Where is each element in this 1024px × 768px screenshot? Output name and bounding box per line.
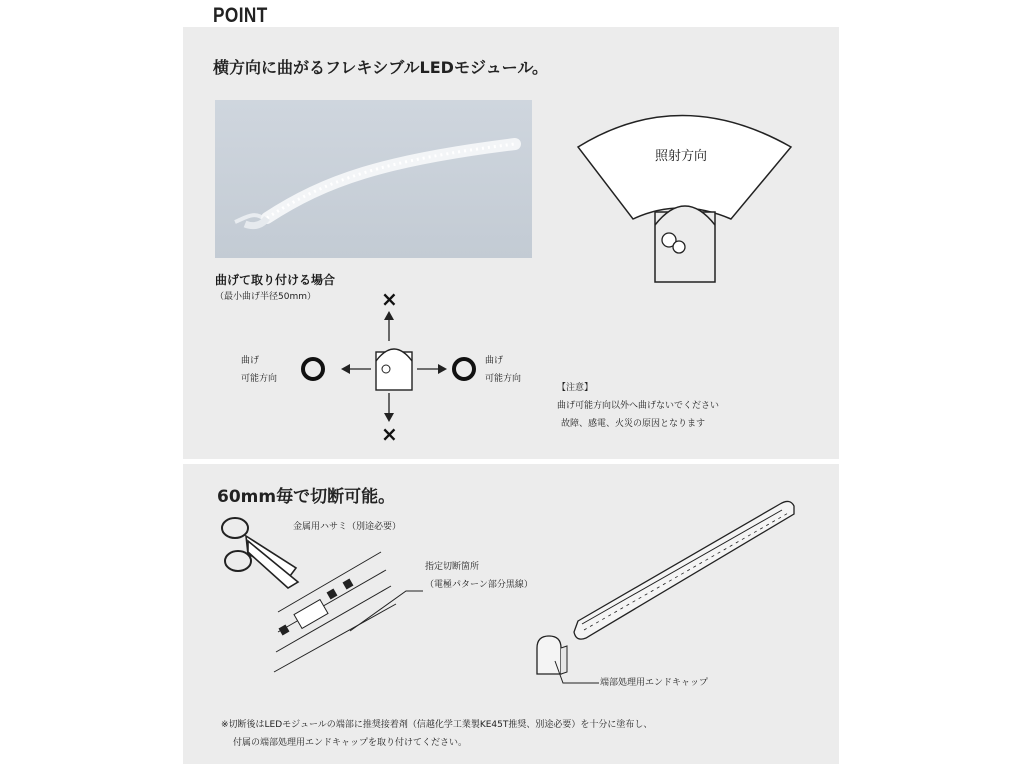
end-cap-label: 端部処理用エンドキャップ (600, 678, 709, 688)
led-module-diagram (568, 496, 808, 646)
bending-panel (183, 27, 839, 459)
caution-line-1: 曲げ可能方向以外へ曲げないでください (557, 401, 720, 411)
scissors-label: 金属用ハサミ（別途必要） (293, 522, 402, 532)
footnote-line-2: 付属の端部処理用エンドキャップを取り付けてください。 (233, 738, 468, 748)
ng-mark-bottom: × (381, 422, 398, 446)
caution-line-2: 故障、感電、火災の原因となります (561, 419, 706, 429)
led-strip-illustration (215, 100, 532, 258)
ng-mark-top: × (381, 287, 398, 311)
right-bend-label-2: 可能方向 (485, 374, 522, 384)
end-cap-pointer-line (553, 659, 603, 699)
cutting-panel (183, 464, 839, 764)
bend-direction-diagram (303, 289, 503, 449)
left-bend-label-1: 曲げ (241, 356, 260, 366)
caution-title: 【注意】 (557, 383, 594, 393)
irradiation-direction-diagram (563, 89, 803, 319)
bend-note: （最小曲げ半径50mm） (215, 292, 316, 302)
cut-label-1: 指定切断箇所 (425, 562, 480, 572)
bend-title: 曲げて取り付ける場合 (215, 273, 336, 287)
cut-pointer-line (348, 589, 428, 649)
section-heading: 60mm毎で切断可能。 (217, 487, 396, 507)
cut-label-2: （電極パターン部分黒線） (425, 580, 533, 590)
right-bend-label-1: 曲げ (485, 356, 504, 366)
ok-circle-right (454, 359, 474, 379)
point-label: POINT (213, 4, 268, 27)
ok-circle-left (303, 359, 323, 379)
irradiation-label: 照射方向 (655, 149, 708, 164)
left-bend-label-2: 可能方向 (241, 374, 278, 384)
led-strip-photo (215, 100, 532, 258)
footnote-line-1: ※切断後はLEDモジュールの端部に推奨接着剤（信越化学工業製KE45T推奨、別途必要）を十分に塗布し、 (221, 720, 653, 730)
section-heading: 横方向に曲がるフレキシブルLEDモジュール。 (213, 58, 549, 77)
